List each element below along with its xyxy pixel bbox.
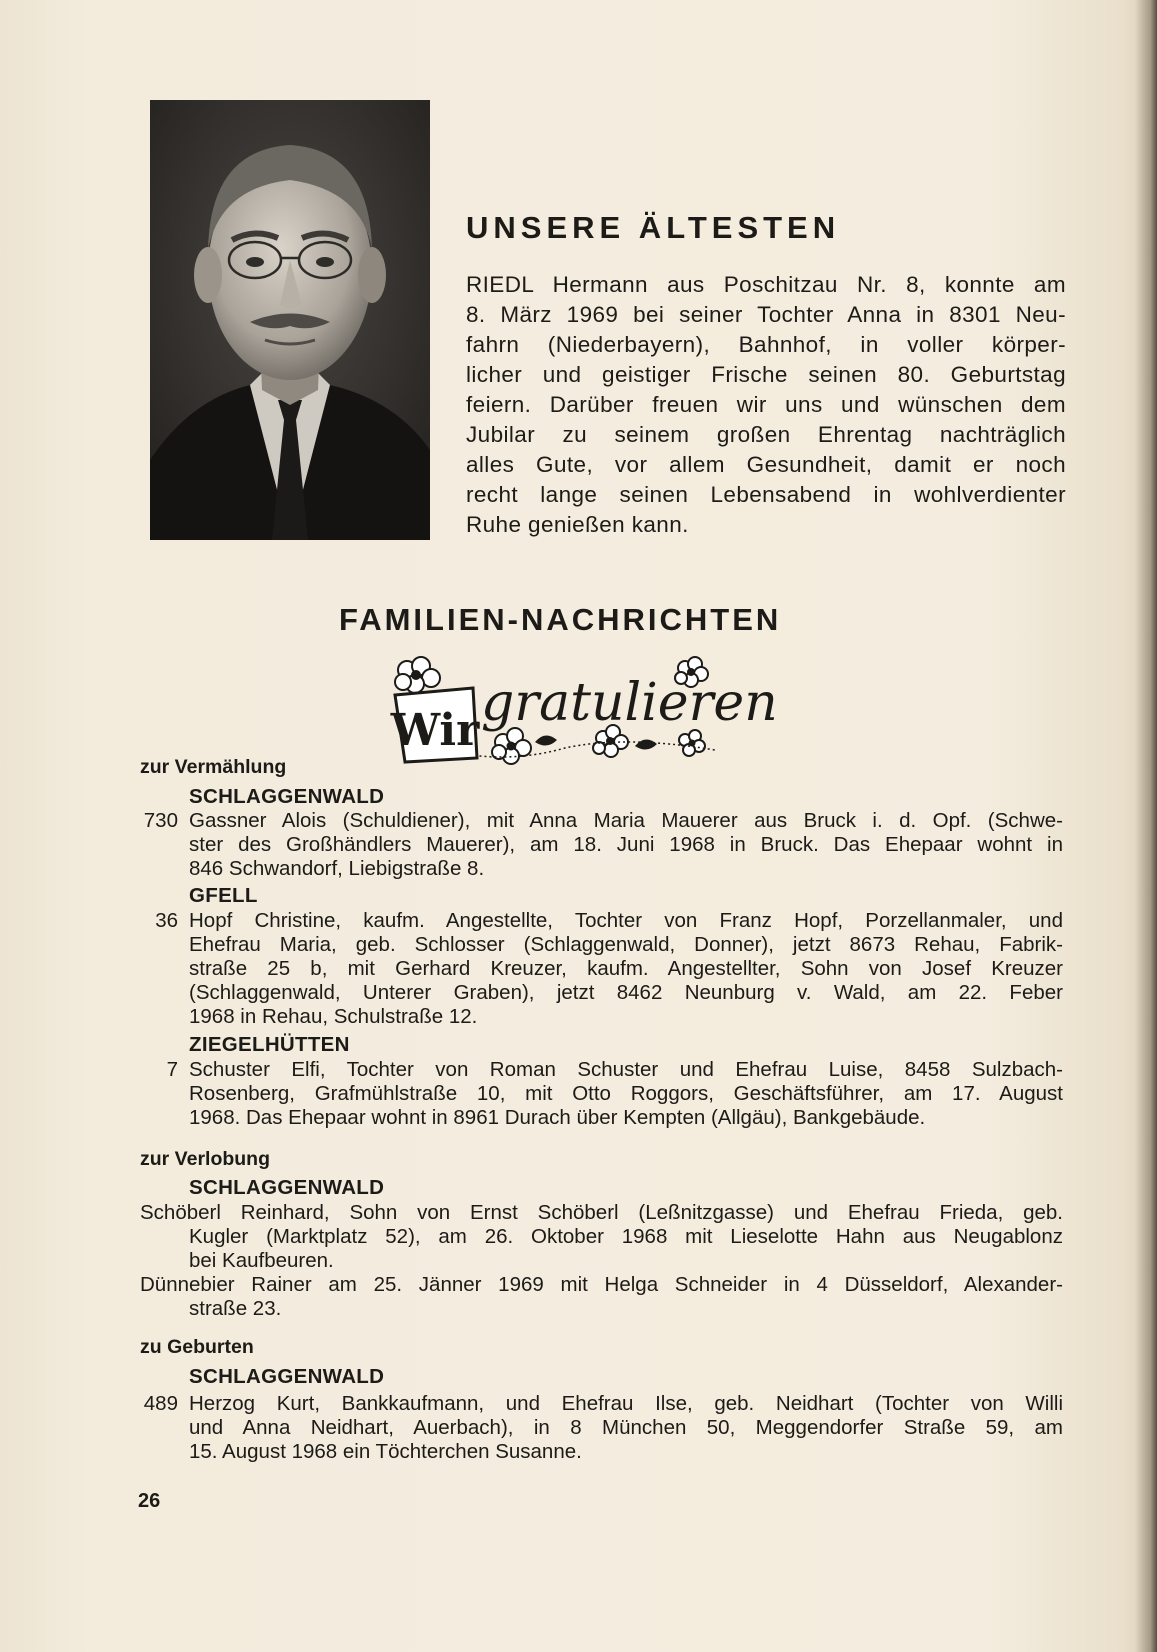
entry-duennebier bbox=[140, 1273, 1063, 1321]
text-line: licher und geistiger Frische seinen 80. Geburtstag bbox=[466, 362, 1066, 387]
entry-gassner bbox=[140, 809, 1063, 881]
text-line: Schöberl Reinhard, Sohn von Ernst Schöberl (Leßnitzgasse) und Ehefrau Frieda, geb. bbox=[140, 1201, 1063, 1224]
text-line: straße 25 b, mit Gerhard Kreuzer, kaufm. Angestellter, Sohn von Josef Kreuzer bbox=[189, 957, 1063, 980]
section-heading-verlobung: zur Verlobung bbox=[140, 1148, 271, 1170]
wir-word: Wir bbox=[390, 705, 480, 756]
text-line: 8. März 1969 bei seiner Tochter Anna in 8301 Neu- bbox=[466, 302, 1066, 327]
text-line: Ehefrau Maria, geb. Schlosser (Schlaggenwald, Donner), jetzt 8673 Rehau, Fabrik- bbox=[189, 933, 1063, 956]
place-heading: ZIEGELHÜTTEN bbox=[189, 1033, 350, 1056]
wir-gratulieren-banner bbox=[385, 650, 810, 770]
text-line: straße 23. bbox=[189, 1297, 282, 1320]
house-number: 7 bbox=[166, 1058, 178, 1081]
page-edge-shadow bbox=[1135, 0, 1157, 1652]
text-line: Dünnebier Rainer am 25. Jänner 1969 mit Helga Schneider in 4 Düsseldorf, Alexander- bbox=[140, 1273, 1063, 1296]
place-heading: SCHLAGGENWALD bbox=[189, 1365, 385, 1388]
place-heading: SCHLAGGENWALD bbox=[189, 1176, 385, 1199]
place-heading: GFELL bbox=[189, 884, 258, 907]
text-line: bei Kaufbeuren. bbox=[189, 1249, 334, 1272]
familien-title: FAMILIEN-NACHRICHTEN bbox=[339, 602, 782, 637]
text-line: Schuster Elfi, Tochter von Roman Schuster und Ehefrau Luise, 8458 Sulzbach- bbox=[189, 1058, 1063, 1081]
text-line: alles Gute, vor allem Gesundheit, damit er noch bbox=[466, 452, 1066, 477]
text-line: 846 Schwandorf, Liebigstraße 8. bbox=[189, 857, 485, 880]
portrait-photo bbox=[150, 100, 430, 540]
text-line: feiern. Darüber freuen wir uns und wünschen dem bbox=[466, 392, 1066, 417]
section-heading-geburten: zu Geburten bbox=[140, 1336, 254, 1358]
text-line: Hopf Christine, kaufm. Angestellte, Tochter von Franz Hopf, Porzellanmaler, und bbox=[189, 909, 1063, 932]
text-line: Ruhe genießen kann. bbox=[466, 512, 689, 537]
text-line: Herzog Kurt, Bankkaufmann, und Ehefrau Ilse, geb. Neidhart (Tochter von Willi bbox=[189, 1392, 1063, 1415]
aeltesten-paragraph bbox=[466, 270, 1066, 540]
place-heading: SCHLAGGENWALD bbox=[189, 785, 385, 808]
text-line: 15. August 1968 ein Töchterchen Susanne. bbox=[189, 1440, 582, 1463]
text-line: Jubilar zu seinem großen Ehrentag nachträglich bbox=[466, 422, 1066, 447]
text-line: Rosenberg, Grafmühlstraße 10, mit Otto Roggors, Geschäftsführer, am 17. August bbox=[189, 1082, 1063, 1105]
page-number: 26 bbox=[138, 1490, 161, 1512]
text-line: Kugler (Marktplatz 52), am 26. Oktober 1968 mit Lieselotte Hahn aus Neugablonz bbox=[189, 1225, 1063, 1248]
text-line: (Schlaggenwald, Unterer Graben), jetzt 8462 Neunburg v. Wald, am 22. Feber bbox=[189, 981, 1063, 1004]
gratulieren-word: gratulieren bbox=[481, 673, 778, 733]
section-heading-vermaehlung: zur Vermählung bbox=[140, 756, 287, 778]
entry-hopf bbox=[140, 909, 1063, 1029]
text-line: ster des Großhändlers Mauerer), am 18. Juni 1968 in Bruck. Das Ehepaar wohnt in bbox=[189, 833, 1063, 856]
text-line: fahrn (Niederbayern), Bahnhof, in voller körper- bbox=[466, 332, 1066, 357]
house-number: 730 bbox=[143, 809, 178, 832]
text-line: und Anna Neidhart, Auerbach), in 8 München 50, Meggendorfer Straße 59, am bbox=[189, 1416, 1063, 1439]
house-number: 489 bbox=[143, 1392, 178, 1415]
entry-herzog bbox=[140, 1392, 1063, 1464]
flower-ornament-icon bbox=[395, 657, 440, 693]
text-line: 1968. Das Ehepaar wohnt in 8961 Durach über Kempten (Allgäu), Bankgebäude. bbox=[189, 1106, 926, 1129]
entry-schoeberl bbox=[140, 1201, 1063, 1273]
house-number: 36 bbox=[155, 909, 178, 932]
text-line: RIEDL Hermann aus Poschitzau Nr. 8, konnte am bbox=[466, 272, 1066, 297]
text-line: recht lange seinen Lebensabend in wohlverdienter bbox=[466, 482, 1066, 507]
entry-schuster bbox=[140, 1058, 1063, 1130]
aeltesten-title: UNSERE ÄLTESTEN bbox=[466, 210, 841, 245]
text-line: 1968 in Rehau, Schulstraße 12. bbox=[189, 1005, 478, 1028]
text-line: Gassner Alois (Schuldiener), mit Anna Maria Mauerer aus Bruck i. d. Opf. (Schwe- bbox=[189, 809, 1063, 832]
